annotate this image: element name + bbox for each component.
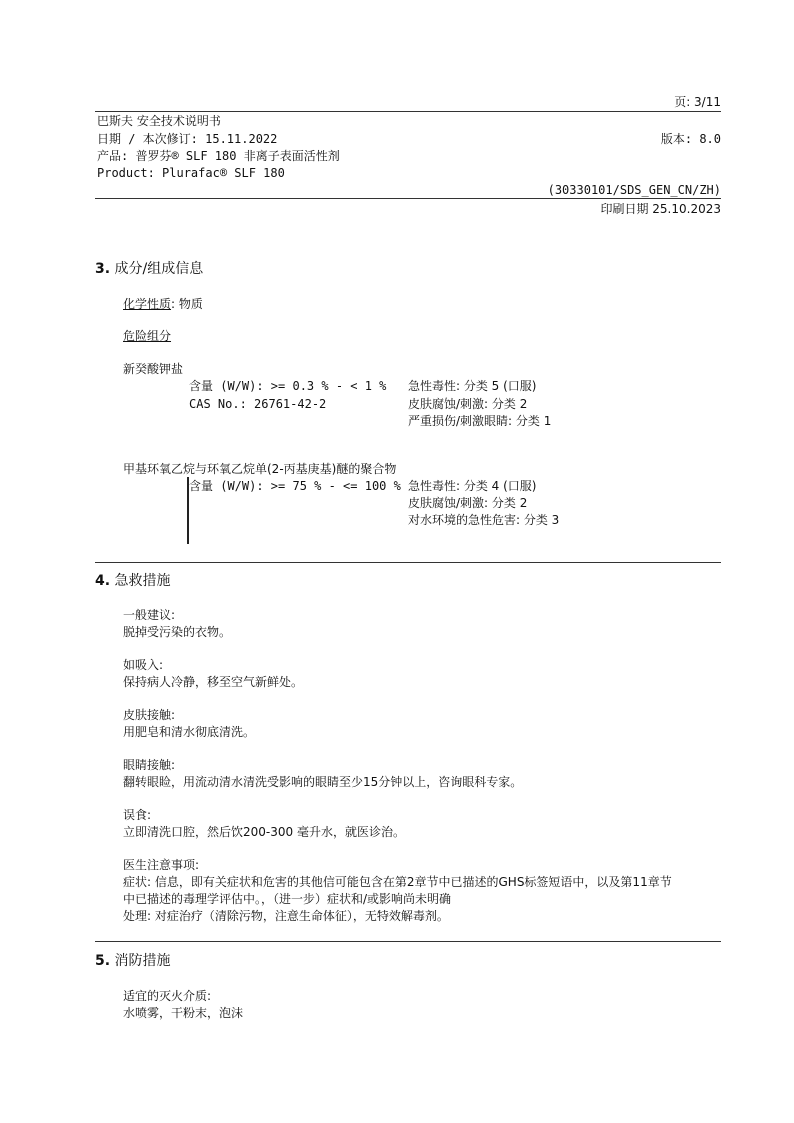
page-number: 页: 3/11 xyxy=(674,95,721,109)
ingestion-heading: 误食: xyxy=(123,808,152,822)
component-1-hazard: 严重损伤/刺激眼睛: 分类 1 xyxy=(408,414,552,428)
component-2-hazard: 皮肤腐蚀/刺激: 分类 2 xyxy=(408,496,528,510)
component-1-name: 新癸酸钾盐 xyxy=(123,362,184,376)
component-2-hazard: 急性毒性: 分类 4 (口服) xyxy=(408,479,537,493)
component-1-content: 含量 (W/W): >= 0.3 % - < 1 % xyxy=(189,379,387,393)
note-to-physician-heading: 医生注意事项: xyxy=(123,858,200,872)
hazardous-components-label: 危险组分 xyxy=(123,329,172,343)
chemical-nature xyxy=(123,297,203,312)
section-3-number: 3. xyxy=(95,261,111,277)
skin-contact-heading: 皮肤接触: xyxy=(123,708,176,722)
section-4-number: 4. xyxy=(95,573,111,589)
ingestion-text: 立即清洗口腔，然后饮200-300 毫升水，就医诊治。 xyxy=(123,825,405,839)
section-4-title xyxy=(95,572,171,590)
print-date: 印刷日期 25.10.2023 xyxy=(600,202,721,216)
section-5-heading: 消防措施 xyxy=(114,953,171,969)
note-to-physician-treatment: 处理: 对症治疗（清除污物，注意生命体征），无特效解毒剂。 xyxy=(123,909,449,923)
section-5-number: 5. xyxy=(95,953,111,969)
component-2-content: 含量 (W/W): >= 75 % - <= 100 % xyxy=(189,479,401,493)
component-1-hazard: 急性毒性: 分类 5 (口服) xyxy=(408,379,537,393)
header-bottom-rule xyxy=(95,198,721,199)
inhalation-text: 保持病人冷静，移至空气新鲜处。 xyxy=(123,675,304,689)
section-3-title xyxy=(95,260,203,278)
version: 版本: 8.0 xyxy=(660,132,721,146)
skin-contact-text: 用肥皂和清水彻底清洗。 xyxy=(123,725,256,739)
component-1-hazard: 皮肤腐蚀/刺激: 分类 2 xyxy=(408,397,528,411)
eye-contact-heading: 眼睛接触: xyxy=(123,758,176,772)
eye-contact-text: 翻转眼睑，用流动清水清洗受影响的眼睛至少15分钟以上，咨询眼科专家。 xyxy=(123,775,523,789)
section-5-title xyxy=(95,952,171,970)
note-to-physician-symptoms-cont: 中已描述的毒理学评估中。，（进一步）症状和/或影响尚未明确 xyxy=(123,892,452,906)
component-2-name: 甲基环氧乙烷与环氧乙烷单(2-丙基庚基)醚的聚合物 xyxy=(123,462,397,476)
product-name-en: Product: Plurafac® SLF 180 xyxy=(97,166,285,180)
extinguishing-media-heading: 适宜的灭火介质: xyxy=(123,989,212,1003)
component-2-hazard: 对水环境的急性危害: 分类 3 xyxy=(408,513,560,527)
general-advice-text: 脱掉受污染的衣物。 xyxy=(123,625,232,639)
note-to-physician-symptoms: 症状: 信息，即有关症状和危害的其他信可能包含在第2章节中已描述的GHS标签短语中，以及第11章节 xyxy=(123,875,672,889)
chemical-nature-value: : 物质 xyxy=(171,297,203,311)
document-title: 巴斯夫 安全技术说明书 xyxy=(97,114,221,128)
section-4-heading: 急救措施 xyxy=(114,573,171,589)
component-1-cas: CAS No.: 26761-42-2 xyxy=(189,397,327,411)
section-4-rule xyxy=(95,941,721,942)
general-advice-heading: 一般建议: xyxy=(123,608,176,622)
product-name-cn: 产品: 普罗芬® SLF 180 非离子表面活性剂 xyxy=(97,149,340,163)
section-3-heading: 成分/组成信息 xyxy=(114,261,204,277)
document-code: (30330101/SDS_GEN_CN/ZH) xyxy=(547,183,721,197)
chemical-nature-label: 化学性质 xyxy=(123,297,172,311)
header-top-rule xyxy=(95,111,721,112)
section-3-rule xyxy=(95,562,721,563)
extinguishing-media-text: 水喷雾，干粉末，泡沫 xyxy=(123,1006,244,1020)
revision-date: 日期 / 本次修订: 15.11.2022 xyxy=(97,132,278,146)
inhalation-heading: 如吸入: xyxy=(123,658,164,672)
